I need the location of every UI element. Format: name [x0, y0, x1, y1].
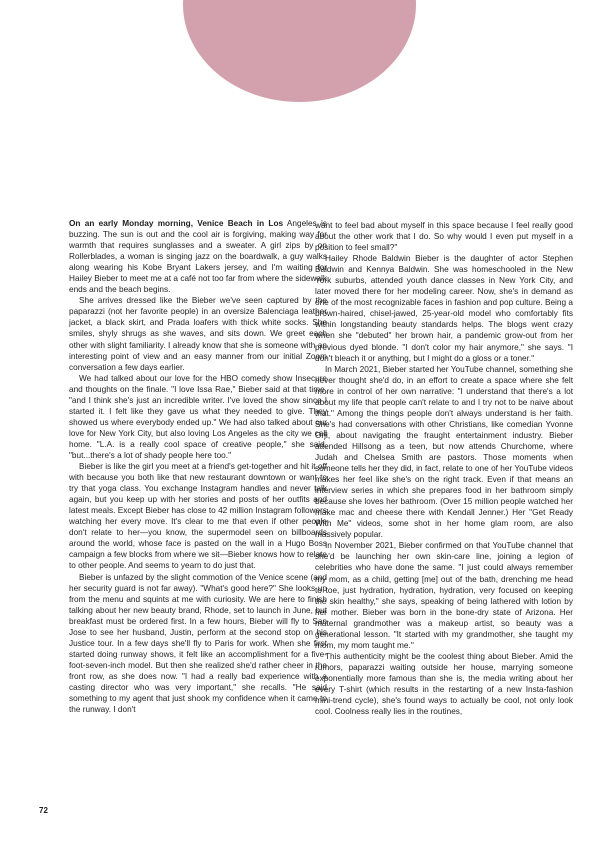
paragraph-text: Angeles is buzzing. The sun is out and the cool air is forgiving, making way for warmth that requires sunglasses and a sweater. A girl zips by on Rollerblades, a woman is singing jazz on the boardwalk, a guy walks along wearing his Kobe Bryant Lakers jersey, and I'm waiting for Hailey Bieber to meet me at a café not too far from where the sidewalk ends and the beach begins.	[69, 219, 327, 295]
article-left-column	[69, 218, 327, 715]
article-paragraph: Bieber is unfazed by the slight commotion of the Venice scene (and her security guard is not far away). "What's good here?" She looks up from the menu and squints at me with curiosity. We are here to finish talking about her new beauty brand, Rhode, set to launch in June, but breakfast must be ordered first. In a few hours, Bieber will fly to San Jose to see her husband, Justin, perform at the second stop on his Justice tour. In a few days she'll fly to Paris for work. When she first started doing runway shows, it felt like an accomplishment for a five-foot-seven-inch model. But then she realized she'd rather cheer in the front row, as she does now. "I had a really bad experience with a casting director who was very important," she recalls. "He said something to my agent that just shook my confidence when it came to the runway. I don't	[69, 572, 327, 715]
article-paragraph: In March 2021, Bieber started her YouTube channel, something she never thought she'd do, in an effort to create a space where she felt more in control of her own narrative: "I understand that there's a lot about my life that people can't relate to and I try not to be naive about that." Among the things people don't always understand is her faith. She's had conversations with other Christians, like comedian Yvonne Orji, about navigating the fraught entertainment industry. Bieber attended Hillsong as a teen, but now attends Churchome, where Judah and Chelsea Smith are pastors. Those moments when someone tells her they did, in fact, relate to one of her YouTube videos makes her feel like she's on the right track. Even if that means an interview series in which she prepares food in her bathroom simply because she loves her bathroom. (Over 15 million people watched her make mac and cheese there with Kendall Jenner.) Her "Get Ready With Me" videos, some shot in her home glam room, are also massively popular.	[315, 364, 573, 540]
article-paragraph: want to feel bad about myself in this space because I feel really good about the other work that I do. So why would I even put myself in a position to feel small?"	[315, 221, 573, 253]
article-paragraph: In November 2021, Bieber confirmed on that YouTube channel that she'd be launching her own skin-care line, joining a legion of celebrities who have done the same. "I just could always remember my mom, as a child, getting [me] out of the bath, drenching me head to toe, just hydration, hydration, hydration, very focused on keeping the skin healthy," she says, speaking of being lathered with lotion by her mother. Bieber was born in the bone-dry state of Arizona. Her maternal grandmother was a makeup artist, so beauty was a generational lesson. "It started with my grandmother, she taught my mom, my mom taught me."	[315, 541, 573, 650]
article-paragraph: She arrives dressed like the Bieber we've seen captured by the paparazzi (not her favorite people) in an oversize Balenciaga leather jacket, a black skirt, and Prada loafers with thick white socks. She smiles, shyly shrugs as she waves, and sits down. We greet each other with slight familiarity. I already know that she is someone with an interesting point of view and an easy manner from our initial Zoom conversation a few days earlier.	[69, 296, 327, 372]
article-right-column	[315, 220, 573, 717]
article-paragraph: We had talked about our love for the HBO comedy show Insecure and thoughts on the finale. "I love Issa Rae," Bieber said at that time, "and I think she's just an incredible writer. I've loved the show since I started it. I felt like they gave us what they needed to give. They showed us where everybody ended up." We had also talked about our love for New York City, but also loving Los Angeles as the city we call home. "L.A. is a really cool space of creative people," she said, "but...there's a lot of shady people here too."	[69, 373, 327, 460]
article-paragraph: Hailey Rhode Baldwin Bieber is the daughter of actor Stephen Baldwin and Kennya Baldwin. She was homeschooled in the New York suburbs, attended youth dance classes in New York City, and later moved there for her modeling career. Now, she's in demand as one of the most recognizable faces in fashion and pop culture. Being a brown-haired, chisel-jawed, 25-year-old model who comfortably fits within longstanding beauty standards helps. The blogs went crazy when she "debuted" her brown hair, a pandemic grow-out from her previous dyed blonde. "I don't color my hair anymore," she says. "I don't bleach it or anything, but I might do a gloss or a toner."	[315, 254, 573, 363]
article-paragraph: This authenticity might be the coolest thing about Bieber. Amid the rumors, paparazzi waiting outside her house, marrying someone exponentially more famous than she is, the media writing about her every T-shirt (which results in the restarting of a new Insta-fashion mini-trend cycle), she's found ways to actually be cool, not only look cool. Coolness really lies in the routines,	[315, 651, 573, 717]
decorative-pink-circle	[183, 0, 416, 102]
article-paragraph	[69, 218, 327, 295]
lead-in-text: On an early Monday morning, Venice Beach in Los	[69, 219, 284, 228]
article-paragraph: Bieber is like the girl you meet at a friend's get-together and hit it off with because you both like that new restaurant downtown or want to try that yoga class. You exchange Instagram handles and never talk again, but you keep up with her stories and posts of her outfits and latest meals. Except Bieber has close to 42 million Instagram followers watching her every move. It's clear to me that even if other people don't relate to her—you know, the supermodel seen on billboards around the world, whose face is pasted on the wall in a Hugo Boss campaign a few blocks from where we sit—Bieber knows how to relate to other people. And seems to yearn to do just that.	[69, 462, 327, 571]
page-number: 72	[39, 806, 48, 815]
